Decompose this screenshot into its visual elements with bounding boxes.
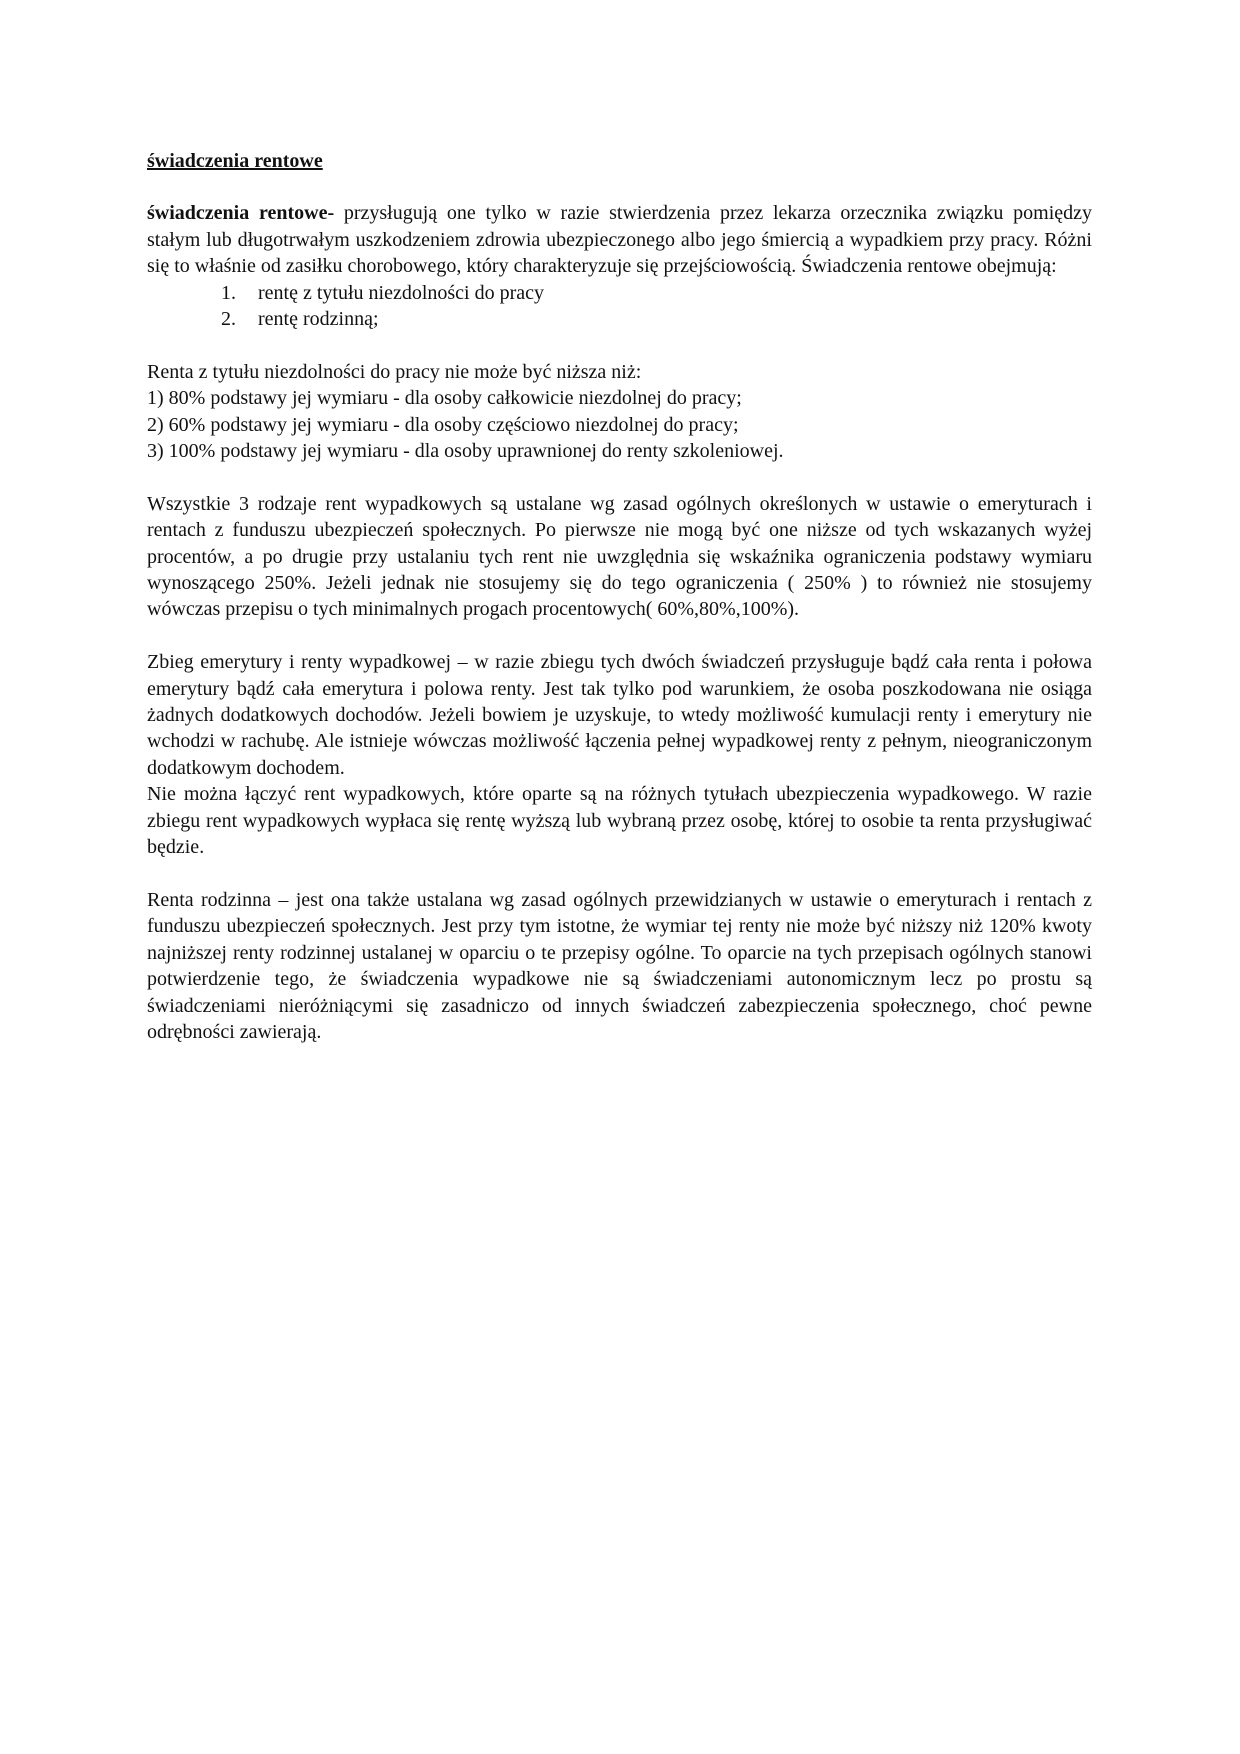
minimum-item: 2) 60% podstawy jej wymiaru - dla osoby częściowo niezdolnej do pracy; [147, 413, 739, 436]
page-title: świadczenia rentowe [147, 150, 323, 172]
combine-paragraph: Nie można łączyć rent wypadkowych, które oparte są na różnych tytułach ubezpieczenia wypadkowego. W razie zbiegu rent wypadkowych wypłaca się rentę wyższą lub wybraną przez osobę, której to osobie ta renta przysługiwać będzie. [147, 783, 1092, 859]
list-number: 1. [221, 281, 236, 304]
benefits-list [147, 280, 1092, 333]
rules-paragraph: Wszystkie 3 rodzaje rent wypadkowych są ustalane wg zasad ogólnych określonych w ustawie o emeryturach i rentach z funduszu ubezpieczeń społecznych. Po pierwsze nie mogą być one niższe od tych wskazanych wyżej procentów, a po drugie przy ustalaniu tych rent nie uwzględnia się wskaźnika ograniczenia podstawy wymiaru wynoszącego 250%. Jeżeli jednak nie stosujemy się do tego ograniczenia ( 250% ) to również nie stosujemy wówczas przepisu o tych minimalnych progach procentowych( 60%,80%,100%). [147, 492, 1092, 621]
minimum-intro: Renta z tytułu niezdolności do pracy nie może być niższa niż: [147, 360, 642, 383]
family-paragraph: Renta rodzinna – jest ona także ustalana wg zasad ogólnych przewidzianych w ustawie o emeryturach i rentach z funduszu ubezpieczeń społecznych. Jest przy tym istotne, że wymiar tej renty nie może być niższy niż 120% kwoty najniższej renty rodzinnej ustalanej w oparciu o te przepisy ogólne. To oparcie na tych przepisach ogólnych stanowi potwierdzenie tego, że świadczenia wypadkowe nie są świadczeniami autonomicznym lecz po prostu są świadczeniami nieróżniącymi się zasadniczo od innych świadczeń zabezpieczenia społecznego, choć pewne odrębności zawierają. [147, 888, 1092, 1043]
minimum-item: 3) 100% podstawy jej wymiaru - dla osoby uprawnionej do renty szkoleniowej. [147, 440, 784, 463]
list-item [221, 280, 1092, 306]
minimum-item: 1) 80% podstawy jej wymiaru - dla osoby całkowicie niezdolnej do pracy; [147, 387, 742, 410]
list-text: rentę rodzinną; [258, 308, 379, 331]
concurrence-paragraph: Zbieg emerytury i renty wypadkowej – w razie zbiegu tych dwóch świadczeń przysługuje bądź cała renta i połowa emerytury bądź cała emerytura i polowa renty. Jest tak tylko pod warunkiem, że osoba poszkodowana nie osiąga żadnych dodatkowych dochodów. Jeżeli bowiem je uzyskuje, to wtedy możliwość kumulacji renty i emerytury nie wchodzi w rachubę. Ale istnieje wówczas możliwość łączenia pełnej wypadkowej renty z pełnym, nieograniczonym dodatkowym dochodem. [147, 651, 1092, 779]
list-number: 2. [221, 308, 236, 331]
list-item [221, 306, 1092, 332]
intro-text: przysługują one tylko w razie stwierdzenia przez lekarza orzecznika związku pomiędzy stałym lub długotrwałym uszkodzeniem zdrowia ubezpieczonego albo jego śmiercią a wypadkiem przy pracy. Różni się to właśnie od zasiłku chorobowego, który charakteryzuje się przejściowością. Świadczenia rentowe obejmują: [147, 202, 1093, 278]
minimum-section [147, 359, 1092, 465]
list-text: rentę z tytułu niezdolności do pracy [258, 281, 545, 304]
intro-lead: świadczenia rentowe- [147, 202, 335, 225]
document-page [147, 148, 1092, 1045]
intro-paragraph [147, 200, 1092, 279]
